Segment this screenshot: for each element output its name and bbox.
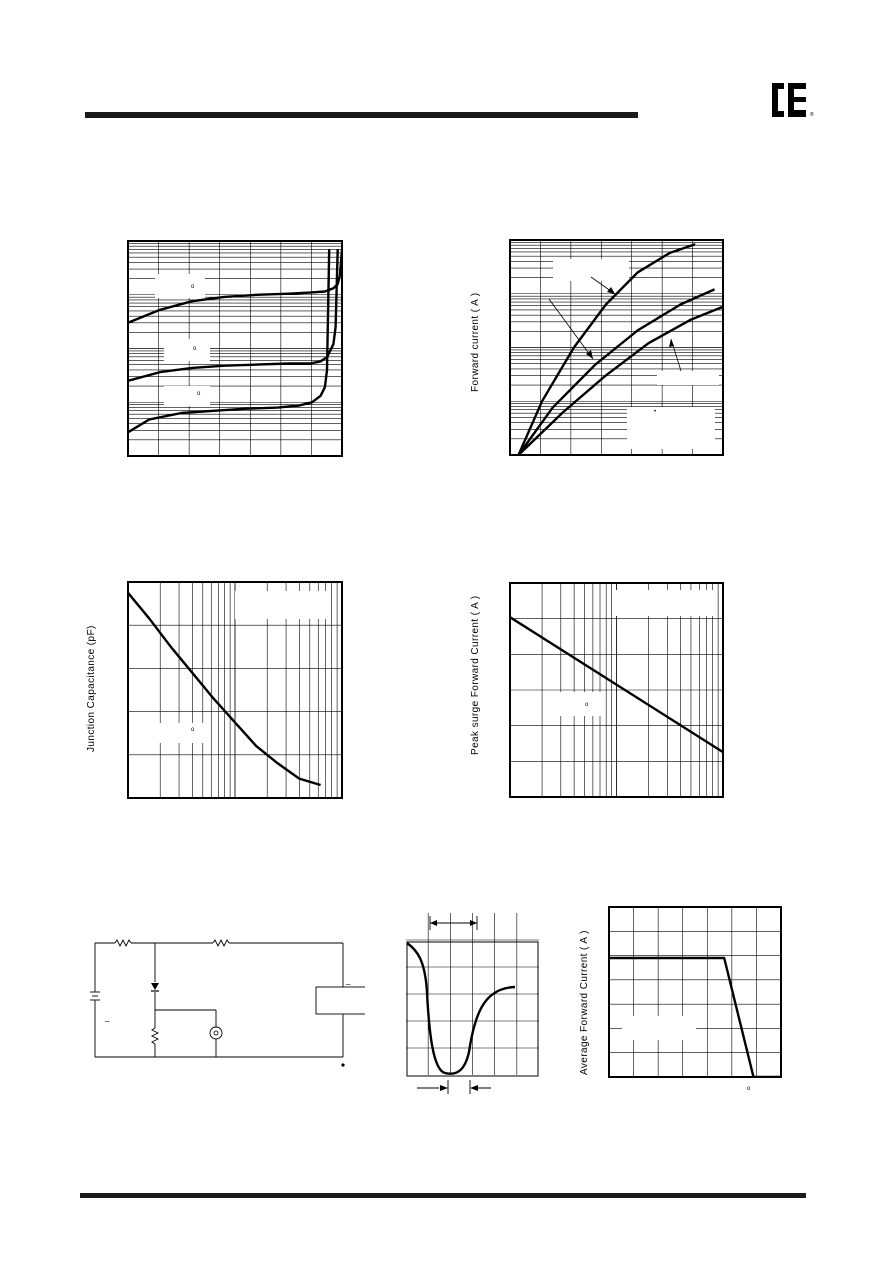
waveform-diagram bbox=[405, 912, 540, 1097]
degree-mark: o bbox=[193, 346, 197, 352]
y-axis-label: Peak surge Forward Current ( A ) bbox=[470, 595, 481, 755]
chart-4 bbox=[509, 582, 724, 798]
degree-mark: o bbox=[197, 391, 201, 397]
chart-2 bbox=[509, 239, 724, 456]
y-axis-label: Forward current ( A ) bbox=[470, 292, 481, 392]
dash-mark: _ bbox=[346, 976, 351, 985]
dot-mark: • bbox=[654, 409, 657, 415]
degree-mark: o bbox=[191, 284, 195, 290]
degree-mark: o bbox=[191, 727, 195, 733]
y-axis-label: Average Forward Current ( A ) bbox=[579, 930, 590, 1075]
degree-mark: o bbox=[585, 702, 589, 708]
dash-mark: _ bbox=[105, 1013, 110, 1022]
chart-6 bbox=[608, 906, 782, 1078]
header-rule bbox=[85, 112, 638, 118]
company-logo bbox=[770, 80, 814, 120]
y-axis-label: Junction Capacitance (pF) bbox=[86, 625, 97, 752]
chart-1 bbox=[127, 240, 343, 457]
degree-mark: o bbox=[747, 1086, 751, 1092]
chart-3 bbox=[127, 581, 343, 799]
test-circuit-diagram bbox=[85, 930, 365, 1070]
footer-rule bbox=[80, 1193, 806, 1198]
svg-text:®: ® bbox=[810, 112, 814, 118]
